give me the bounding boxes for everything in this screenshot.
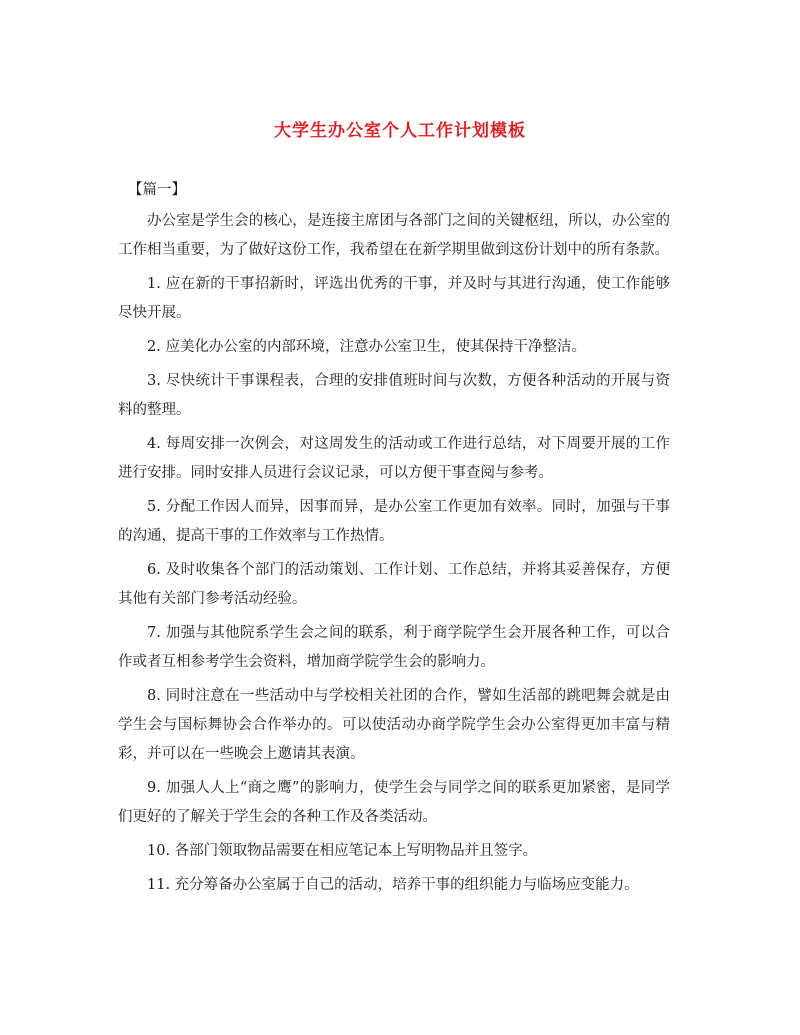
list-item: 10. 各部门领取物品需要在相应笔记本上写明物品并且签字。 bbox=[147, 843, 538, 859]
list-item: 3. 尽快统计干事课程表，合理的安排值班时间与次数，方便各种活动的开展与资料的整理。 bbox=[118, 373, 670, 418]
section-label: 【篇一】 bbox=[128, 182, 186, 198]
list-item: 6. 及时收集各个部门的活动策划、工作计划、工作总结，并将其妥善保存，方便其他有关部门参考活动经验。 bbox=[118, 562, 670, 607]
document-title: 大学生办公室个人工作计划模板 bbox=[274, 121, 526, 141]
list-item: 9. 加强人人上“商之鹰”的影响力，使学生会与同学之间的联系更加紧密，是同学们更好的了解关于学生会的各种工作及各类活动。 bbox=[118, 780, 670, 825]
document-body bbox=[118, 176, 670, 905]
list-item: 5. 分配工作因人而异，因事而异，是办公室工作更加有效率。同时，加强与干事的沟通，提高干事的工作效率与工作热情。 bbox=[118, 499, 670, 544]
list-item: 4. 每周安排一次例会，对这周发生的活动或工作进行总结，对下周要开展的工作进行安排。同时安排人员进行会议记录，可以方便干事查阅与参考。 bbox=[118, 436, 670, 481]
list-item: 8. 同时注意在一些活动中与学校相关社团的合作，譬如生活部的跳吧舞会就是由学生会与国标舞协会合作举办的。可以使活动办商学院学生会办公室得更加丰富与精彩，并可以在一些晚会上邀请其表演。 bbox=[118, 688, 670, 762]
list-item: 2. 应美化办公室的内部环境，注意办公室卫生，使其保持干净整洁。 bbox=[147, 339, 586, 355]
list-item: 1. 应在新的干事招新时，评选出优秀的干事，并及时与其进行沟通，使工作能够尽快开展。 bbox=[118, 276, 670, 321]
list-item: 11. 充分筹备办公室属于自己的活动，培养干事的组织能力与临场应变能力。 bbox=[147, 877, 639, 893]
list-item: 7. 加强与其他院系学生会之间的联系，利于商学院学生会开展各种工作，可以合作或者互相参考学生会资料，增加商学院学生会的影响力。 bbox=[118, 625, 670, 670]
intro-paragraph: 办公室是学生会的核心，是连接主席团与各部门之间的关键枢纽，所以，办公室的工作相当重要，为了做好这份工作，我希望在在新学期里做到这份计划中的所有条款。 bbox=[118, 213, 670, 258]
